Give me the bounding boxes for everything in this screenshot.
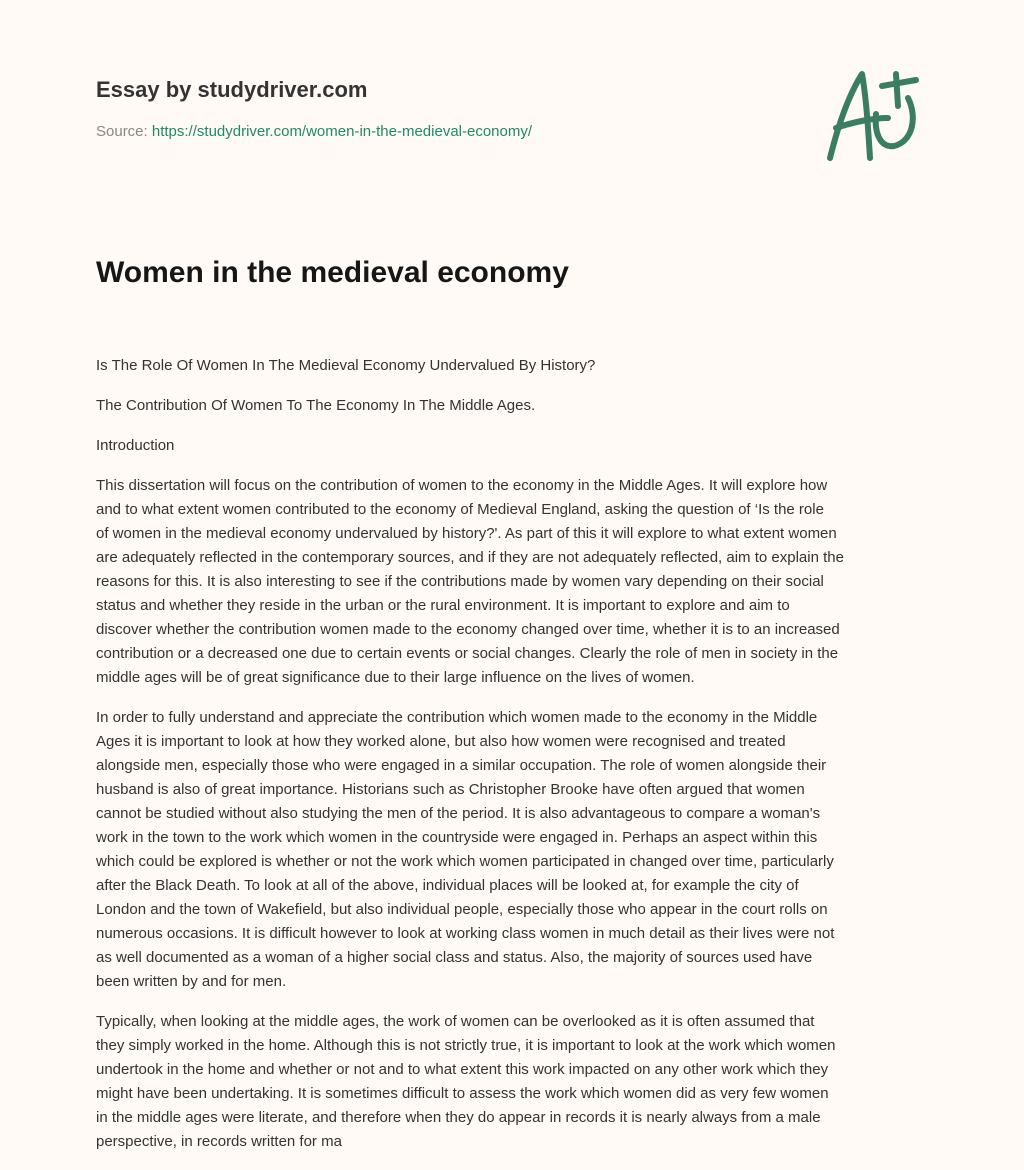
text-line: as well documented as a woman of a higher social class and status. Also, the majority of sources used have <box>96 949 813 966</box>
text-line: are adequately reflected in the contemporary sources, and if they are not adequately reflected, aim to explain the <box>96 549 844 566</box>
text-line: undertook in the home and whether or not and to what extent this work impacted on any other work which they <box>96 1061 829 1078</box>
text-line: London and the town of Wakefield, but also individual people, especially those who appear in the court rolls on <box>96 901 828 918</box>
text-line: middle ages will be of great significance due to their large influence on the lives of women. <box>96 669 695 686</box>
source-label: Source: <box>96 123 148 140</box>
text-line: This dissertation will focus on the contribution of women to the economy in the Middle Ages. It will explore how <box>96 477 828 494</box>
text-line: cannot be studied without also studying the men of the period. It is also advantageous to compare a woman's <box>96 805 821 822</box>
essay-title: Women in the medieval economy <box>96 256 569 289</box>
a-plus-logo-icon <box>818 66 928 166</box>
text-line: work in the town to the work which women in the countryside were engaged in. Perhaps an aspect within this <box>96 829 818 846</box>
text-line: status and whether they reside in the urban or the rural environment. It is important to explore and aim to <box>96 597 790 614</box>
text-line: and to what extent women contributed to the economy of Medieval England, asking the question of ‘Is the role <box>96 501 824 518</box>
brand-title: Essay by studydriver.com <box>96 77 368 102</box>
text-line: of women in the medieval economy undervalued by history?'. As part of this it will explore to what extent women <box>96 525 837 542</box>
text-line: In order to fully understand and appreciate the contribution which women made to the economy in the Middle <box>96 709 818 726</box>
text-line: which could be explored is whether or not the work which women participated in changed over time, particularly <box>96 853 834 870</box>
text-line: Ages it is important to look at how they worked alone, but also how women were recognised and treated <box>96 733 786 750</box>
source-line <box>96 122 532 142</box>
text-line: husband is also of great importance. Historians such as Christopher Brooke have often argued that women <box>96 781 805 798</box>
text-line: might have been undertaking. It is sometimes difficult to assess the work which women did as very few women <box>96 1085 829 1102</box>
text-line: contribution or a decreased one due to certain events or social changes. Clearly the role of men in society in the <box>96 645 839 662</box>
text-line: Typically, when looking at the middle ages, the work of women can be overlooked as it is often assumed that <box>96 1013 815 1030</box>
text-line: reasons for this. It is also interesting to see if the contributions made by women vary depending on their social <box>96 573 824 590</box>
paragraph <box>96 474 844 690</box>
text-line: after the Black Death. To look at all of the above, individual places will be looked at, for example the city of <box>96 877 799 894</box>
essay-subtitle: Is The Role Of Women In The Medieval Economy Undervalued By History? <box>96 357 596 374</box>
text-line: alongside men, especially those who were engaged in a similar occupation. The role of women alongside their <box>96 757 827 774</box>
text-line: they simply worked in the home. Although this is not strictly true, it is important to look at the work which women <box>96 1037 836 1054</box>
essay-subtitle: The Contribution Of Women To The Economy In The Middle Ages. <box>96 397 536 414</box>
section-heading: Introduction <box>96 437 175 454</box>
text-line: perspective, in records written for ma <box>96 1133 342 1150</box>
paragraph <box>96 706 834 994</box>
text-line: numerous occasions. It is difficult however to look at working class women in much detail as their lives were not <box>96 925 835 942</box>
text-line: in the middle ages were literate, and therefore when they do appear in records it is nearly always from a male <box>96 1109 821 1126</box>
paragraph <box>96 1010 836 1154</box>
text-line: been written by and for men. <box>96 973 287 990</box>
text-line: discover whether the contribution women made to the economy changed over time, whether it is to an increased <box>96 621 840 638</box>
source-link[interactable]: https://studydriver.com/women-in-the-medieval-economy/ <box>151 123 533 140</box>
